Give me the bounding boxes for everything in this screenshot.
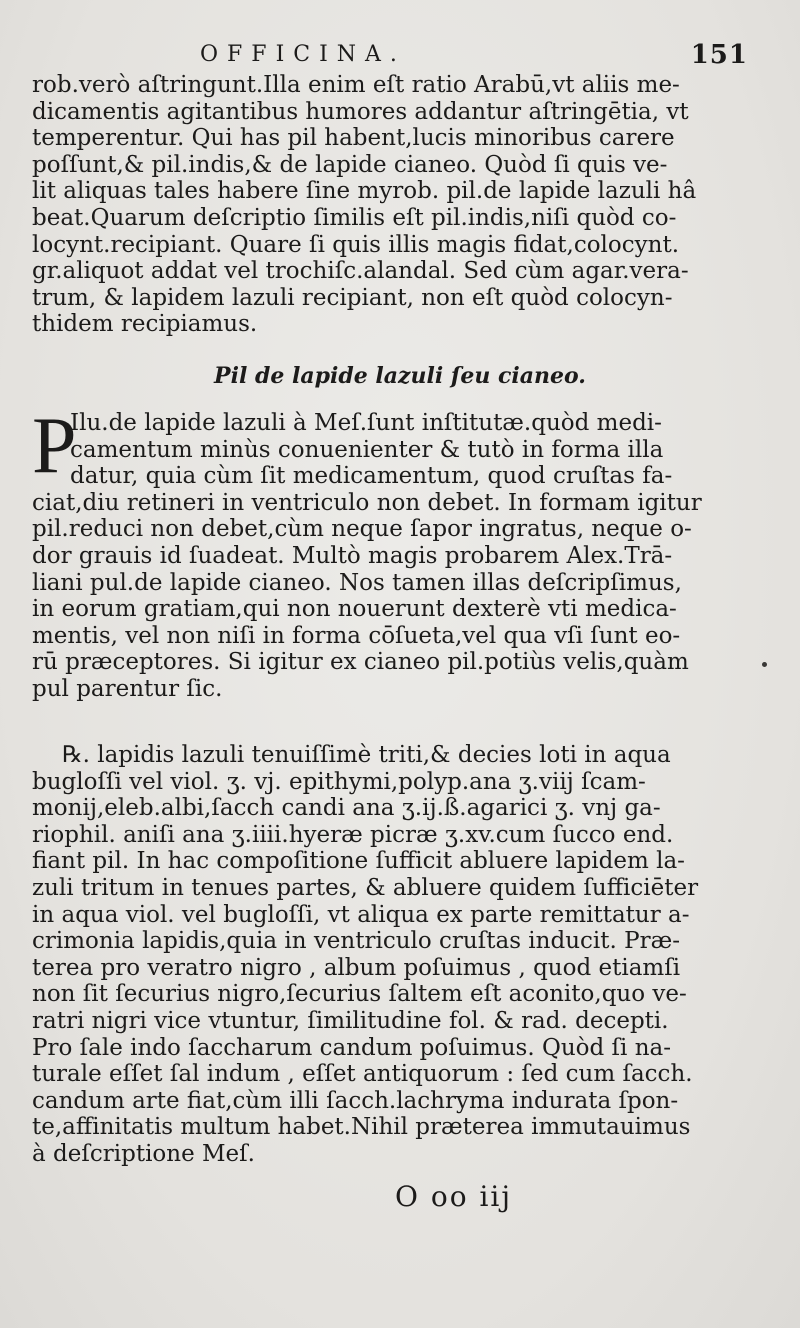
text-line: fiant pil. In hac compoſitione ſufficit abluere lapidem la- xyxy=(32,848,685,875)
text-line: rū præceptores. Si igitur ex cianeo pil.potiùs velis,quàm xyxy=(32,649,689,676)
running-head: OFFICINA. xyxy=(200,42,406,67)
paragraph-1 xyxy=(32,72,777,338)
text-line: mentis, vel non niſi in forma cōſueta,vel qua vſi ſunt eo- xyxy=(32,622,681,649)
text-line: dor grauis id ſuadeat. Multò magis probarem Alex.Trā- xyxy=(32,542,673,569)
text-line: poſſunt,& pil.indis,& de lapide cianeo. Quòd ſi quis ve- xyxy=(32,151,668,178)
text-line: temperentur. Qui has pil habent,lucis minoribus carere xyxy=(32,125,675,152)
text-line: thidem recipiamus. xyxy=(32,311,258,338)
text-line: pil.reduci non debet,cùm neque ſapor ingratus, neque o- xyxy=(32,516,692,543)
paragraph-3 xyxy=(32,742,777,1168)
page-number: 151 xyxy=(690,40,748,70)
signature-mark: O oo iij xyxy=(395,1180,513,1213)
text-line: trum, & lapidem lazuli recipiant, non eſt quòd colocyn- xyxy=(32,284,673,311)
text-line: ratri nigri vice vtuntur, ſimilitudine fol. & rad. decepti. xyxy=(32,1007,669,1034)
text-line: rob.verò aſtringunt.Illa enim eſt ratio Arabū,vt aliis me- xyxy=(32,72,680,98)
text-line: bugloſſi vel viol. ʒ. vj. epithymi,polyp.ana ʒ.viij ſcam- xyxy=(32,768,646,795)
text-line: lit aliquas tales habere ſine myrob. pil.de lapide lazuli hâ xyxy=(32,178,697,205)
paragraph-2 xyxy=(32,402,777,703)
text-line: candum arte fiat,cùm illi ſacch.lachryma indurata ſpon- xyxy=(32,1087,679,1114)
drop-cap: P xyxy=(32,402,77,490)
text-line: datur, quia cùm ſit medicamentum, quod cruſtas fa- xyxy=(70,463,673,490)
text-line: beat.Quarum deſcriptio ſimilis eſt pil.indis,niſi quòd co- xyxy=(32,204,677,231)
text-line: locynt.recipiant. Quare ſi quis illis magis fidat,colocynt. xyxy=(32,231,679,258)
text-line: ciat,diu retineri in ventriculo non debet. In formam igitur xyxy=(32,489,702,516)
section-subheading: Pil de lapide lazuli ſeu cianeo. xyxy=(214,363,586,389)
text-line: te,affinitatis multum habet.Nihil præterea immutauimus xyxy=(32,1114,691,1141)
text-line: à deſcriptione Meſ. xyxy=(32,1140,255,1167)
text-line: ℞. lapidis lazuli tenuiſſimè triti,& decies loti in aqua xyxy=(62,742,671,768)
text-line: camentum minùs conuenienter & tutò in forma illa xyxy=(70,436,664,463)
text-line: liani pul.de lapide cianeo. Nos tamen illas deſcripſimus, xyxy=(32,569,682,596)
text-line: crimonia lapidis,quia in ventriculo cruſtas inducit. Præ- xyxy=(32,928,680,955)
text-line: gr.aliquot addat vel trochiſc.alandal. Sed cùm agar.vera- xyxy=(32,258,689,285)
text-line: in eorum gratiam,qui non nouerunt dexterè vti medica- xyxy=(32,596,677,623)
text-line: pul parentur ſic. xyxy=(32,675,223,702)
text-line: turale eſſet ſal indum , eſſet antiquorum : ſed cum ſacch. xyxy=(32,1061,693,1088)
text-line: zuli tritum in tenues partes, & abluere quidem ſufficiēter xyxy=(32,874,699,901)
text-line: in aqua viol. vel bugloſſi, vt aliqua ex parte remittatur a- xyxy=(32,901,690,928)
text-line: riophil. aniſi ana ʒ.iiii.hyeræ picræ ʒ.xv.cum ſucco end. xyxy=(32,821,674,848)
text-line: terea pro veratro nigro , album poſuimus , quod etiamſi xyxy=(32,954,681,981)
text-line: monij,eleb.albi,ſacch candi ana ʒ.ij.ß.agarici ʒ. vnj ga- xyxy=(32,795,661,822)
text-line: Pro ſale indo ſaccharum candum poſuimus. Quòd ſi na- xyxy=(32,1034,672,1061)
ink-speck xyxy=(762,662,767,667)
text-line: dicamentis agitantibus humores addantur aſtringētia, vt xyxy=(32,98,689,125)
text-line: Ilu.de lapide lazuli à Meſ.ſunt inſtitutæ.quòd medi- xyxy=(70,410,662,436)
text-line: non ſit ſecurius nigro,ſecurius ſaltem eſt aconito,quo ve- xyxy=(32,981,687,1008)
